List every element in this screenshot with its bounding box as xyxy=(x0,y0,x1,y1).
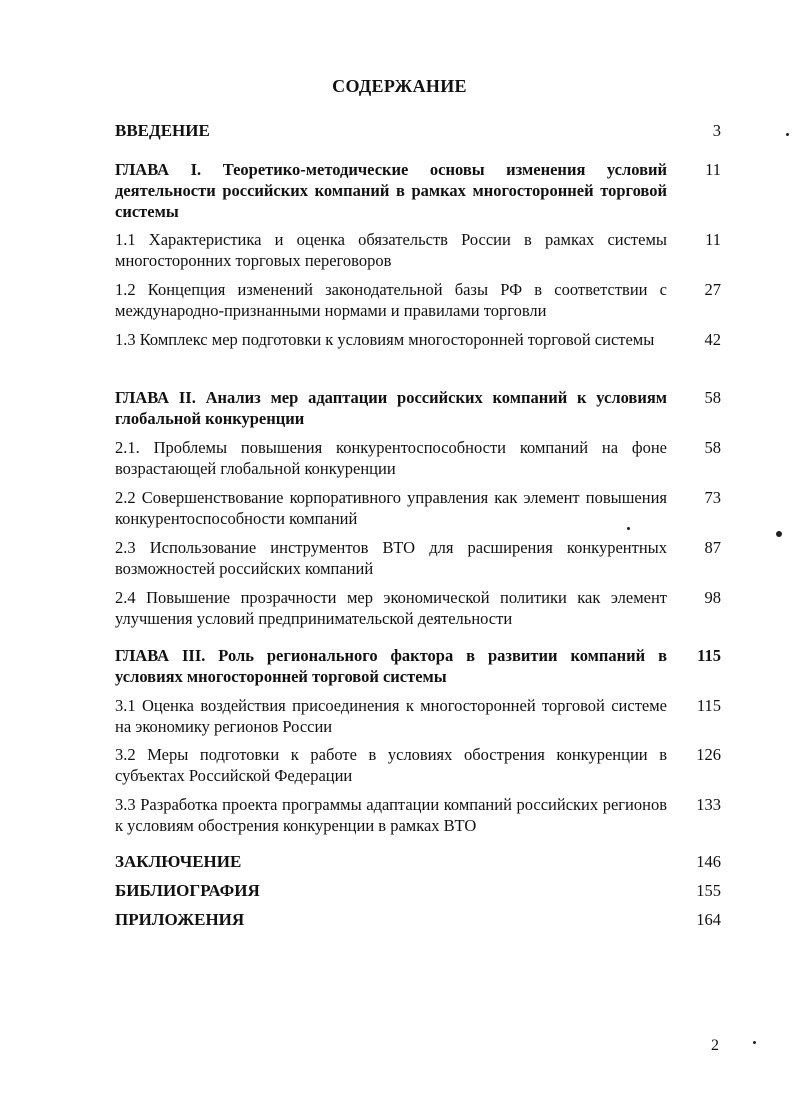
toc-entry-page: 126 xyxy=(696,745,721,764)
toc-entry-title: ГЛАВА I. Теоретико-методические основы изменения условий деятельности российских компаний в рамках многосторонней торговой системы xyxy=(115,160,667,221)
toc-entry-page: 11 xyxy=(705,160,721,179)
toc-entry-page: 73 xyxy=(704,488,721,507)
toc-entry-page: 115 xyxy=(696,696,721,715)
toc-entry-title: 2.4 Повышение прозрачности мер экономической политики как элемент улучшения условий предпринимательской деятельности xyxy=(115,588,667,628)
scan-speck xyxy=(627,527,630,530)
toc-entry-page: 3 xyxy=(712,121,721,140)
toc-entry-title: 3.3 Разработка проекта программы адаптации компаний российских регионов к условиям обострения конкуренции в рамках ВТО xyxy=(115,795,667,835)
toc-entry-page: 58 xyxy=(704,438,721,457)
toc-entry-page: 27 xyxy=(704,280,721,299)
toc-entry-title: 2.1. Проблемы повышения конкурентоспособности компаний на фоне возрастающей глобальной конкуренции xyxy=(115,438,667,478)
toc-entry-page: 155 xyxy=(696,881,721,900)
toc-entry-page: 42 xyxy=(704,330,721,349)
scan-speck xyxy=(776,531,782,537)
toc-entry-page: 98 xyxy=(704,588,721,607)
toc-entry-title: 1.1 Характеристика и оценка обязательств России в рамках системы многосторонних торговых переговоров xyxy=(115,230,667,270)
scan-speck xyxy=(753,1041,756,1044)
toc-entry-title: ЗАКЛЮЧЕНИЕ xyxy=(115,852,242,871)
toc-entry-title: 1.3 Комплекс мер подготовки к условиям многосторонней торговой системы xyxy=(115,330,655,349)
toc-entry-page: 11 xyxy=(705,230,721,249)
toc-entry-title: 1.2 Концепция изменений законодательной базы РФ в соответствии с международно-признанными нормами и правилами торговли xyxy=(115,280,667,320)
toc-entry-title: 2.3 Использование инструментов ВТО для расширения конкурентных возможностей российских компаний xyxy=(115,538,667,578)
toc-entry-page: 164 xyxy=(696,910,721,929)
toc-entry-page: 115 xyxy=(697,646,721,665)
page-title: СОДЕРЖАНИЕ xyxy=(332,76,467,96)
scan-speck xyxy=(786,133,789,136)
toc-entry-title: ПРИЛОЖЕНИЯ xyxy=(115,910,245,929)
toc-entry-page: 133 xyxy=(696,795,721,814)
toc-entry-title: ВВЕДЕНИЕ xyxy=(115,121,210,140)
toc-entry-title: БИБЛИОГРАФИЯ xyxy=(115,881,260,900)
toc-entry-title: 3.2 Меры подготовки к работе в условиях обострения конкуренции в субъектах Российской Федерации xyxy=(115,745,667,785)
toc-entry-title: ГЛАВА II. Анализ мер адаптации российских компаний к условиям глобальной конкуренции xyxy=(115,388,667,428)
toc-entry-title: ГЛАВА III. Роль регионального фактора в развитии компаний в условиях многосторонней торговой системы xyxy=(115,646,667,686)
toc-entry-title: 3.1 Оценка воздействия присоединения к многосторонней торговой системе на экономику регионов России xyxy=(115,696,667,736)
toc-entry-title: 2.2 Совершенствование корпоративного управления как элемент повышения конкурентоспособности компаний xyxy=(115,488,667,528)
toc-entry-page: 87 xyxy=(704,538,721,557)
toc-entry-page: 146 xyxy=(696,852,721,871)
page-number: 2 xyxy=(711,1037,719,1054)
toc-entry-page: 58 xyxy=(704,388,721,407)
